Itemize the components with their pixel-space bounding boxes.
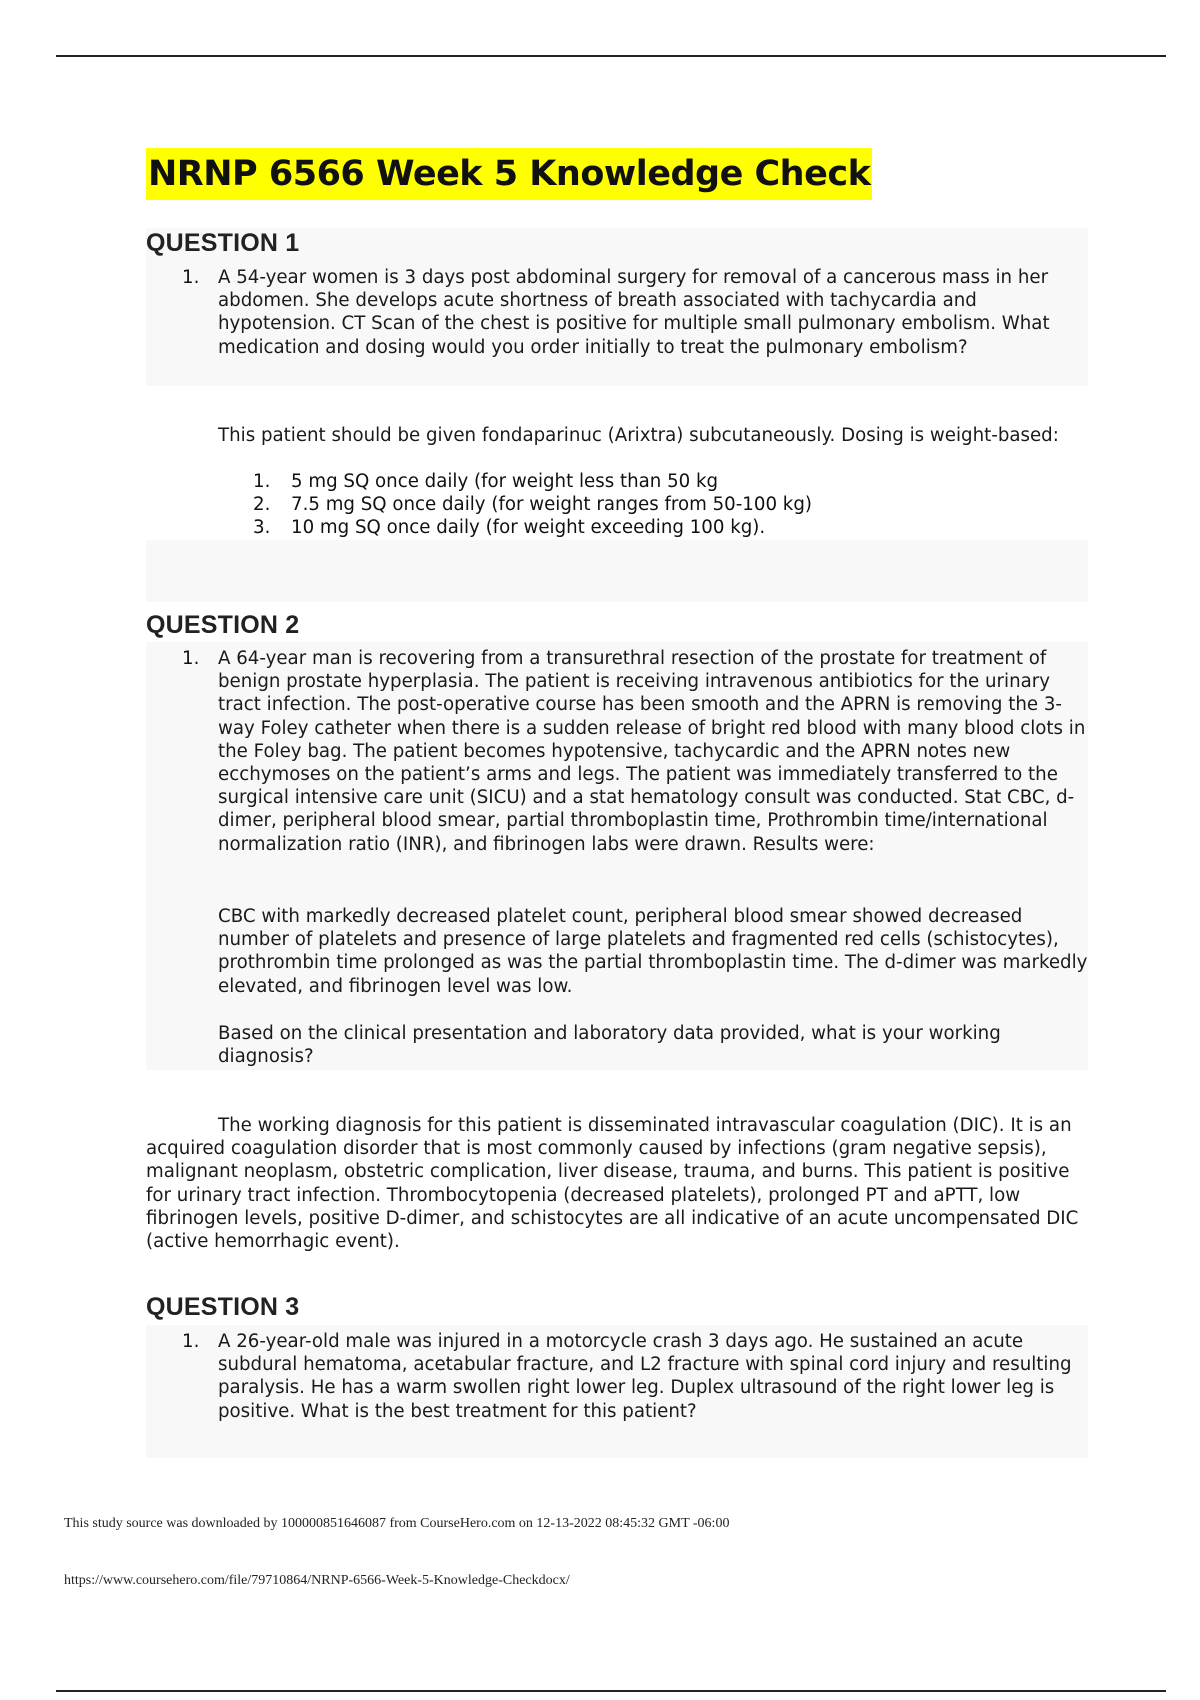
question-1-shade-bottom	[146, 540, 1088, 602]
download-notice: This study source was downloaded by 100000851646087 from CourseHero.com on 12-13-2022 08:45:32 GMT -06:00	[64, 1516, 730, 1531]
dose-item: 2. 7.5 mg SQ once daily (for weight ranges from 50-100 kg)	[253, 494, 812, 516]
question-3-number: 1.	[182, 1331, 200, 1352]
question-1-prompt: A 54-year women is 3 days post abdominal surgery for removal of a cancerous mass in her abdomen. She develops acute shortness of breath associated with tachycardia and hypotension. CT Scan of the chest is positive for multiple small pulmonary embolism. What medication and dosing would you order initially to treat the pulmonary embolism?	[218, 267, 1050, 358]
question-2-heading: QUESTION 2	[146, 611, 300, 639]
question-2-answer: The working diagnosis for this patient is disseminated intravascular coagulation (DIC). It is an acquired coagulation disorder that is most commonly caused by infections (gram negative sepsis), malignant neoplasm, obstetric complication, liver disease, trauma, and burns. This patient is positive for urinary tract infection. Thrombocytopenia (decreased platelets), prolonged PT and aPTT, low fibrinogen levels, positive D-dimer, and schistocytes are all indicative of an acute uncompensated DIC (active hemorrhagic event).	[146, 1115, 1079, 1253]
source-url[interactable]: https://www.coursehero.com/file/79710864/NRNP-6566-Week-5-Knowledge-Checkdocx/	[64, 1573, 570, 1588]
dose-item: 1. 5 mg SQ once daily (for weight less than 50 kg	[253, 471, 719, 492]
dose-item: 3. 10 mg SQ once daily (for weight exceeding 100 kg).	[253, 517, 766, 539]
bottom-rule	[56, 1690, 1166, 1692]
question-2-prompt: A 64-year man is recovering from a transurethral resection of the prostate for treatment of benign prostate hyperplasia. The patient is receiving intravenous antibiotics for the urinary tract infection. The post-operative course has been smooth and the APRN is removing the 3-way Foley catheter when there is a sudden release of bright red blood with many blood clots in the Foley bag. The patient becomes hypotensive, tachycardic and the APRN notes new ecchymoses on the patient’s arms and legs. The patient was immediately transferred to the surgical intensive care unit (SICU) and a stat hematology consult was conducted. Stat CBC, d-dimer, peripheral blood smear, partial thromboplastin time, Prothrombin time/international normalization ratio (INR), and fibrinogen labs were drawn. Results were:	[218, 648, 1086, 855]
dose-list	[253, 470, 1073, 540]
question-3-prompt: A 26-year-old male was injured in a motorcycle crash 3 days ago. He sustained an acute subdural hematoma, acetabular fracture, and L2 fracture with spinal cord injury and resulting paralysis. He has a warm swollen right lower leg. Duplex ultrasound of the right lower leg is positive. What is the best treatment for this patient?	[218, 1331, 1072, 1422]
question-2-ask: Based on the clinical presentation and laboratory data provided, what is your working diagnosis?	[218, 1023, 1001, 1068]
question-2-number: 1.	[182, 648, 200, 669]
question-2-results: CBC with markedly decreased platelet count, peripheral blood smear showed decreased number of platelets and presence of large platelets and fragmented red cells (schistocytes), prothrombin time prolonged as was the partial thromboplastin time. The d-dimer was markedly elevated, and fibrinogen level was low.	[218, 906, 1088, 997]
document-title: NRNP 6566 Week 5 Knowledge Check	[146, 148, 872, 200]
question-1-number: 1.	[182, 267, 200, 288]
question-1-heading: QUESTION 1	[146, 229, 300, 257]
question-1-answer-intro: This patient should be given fondaparinuc (Arixtra) subcutaneously. Dosing is weight-based:	[218, 425, 1059, 446]
top-rule	[56, 55, 1166, 57]
question-3-heading: QUESTION 3	[146, 1293, 300, 1321]
